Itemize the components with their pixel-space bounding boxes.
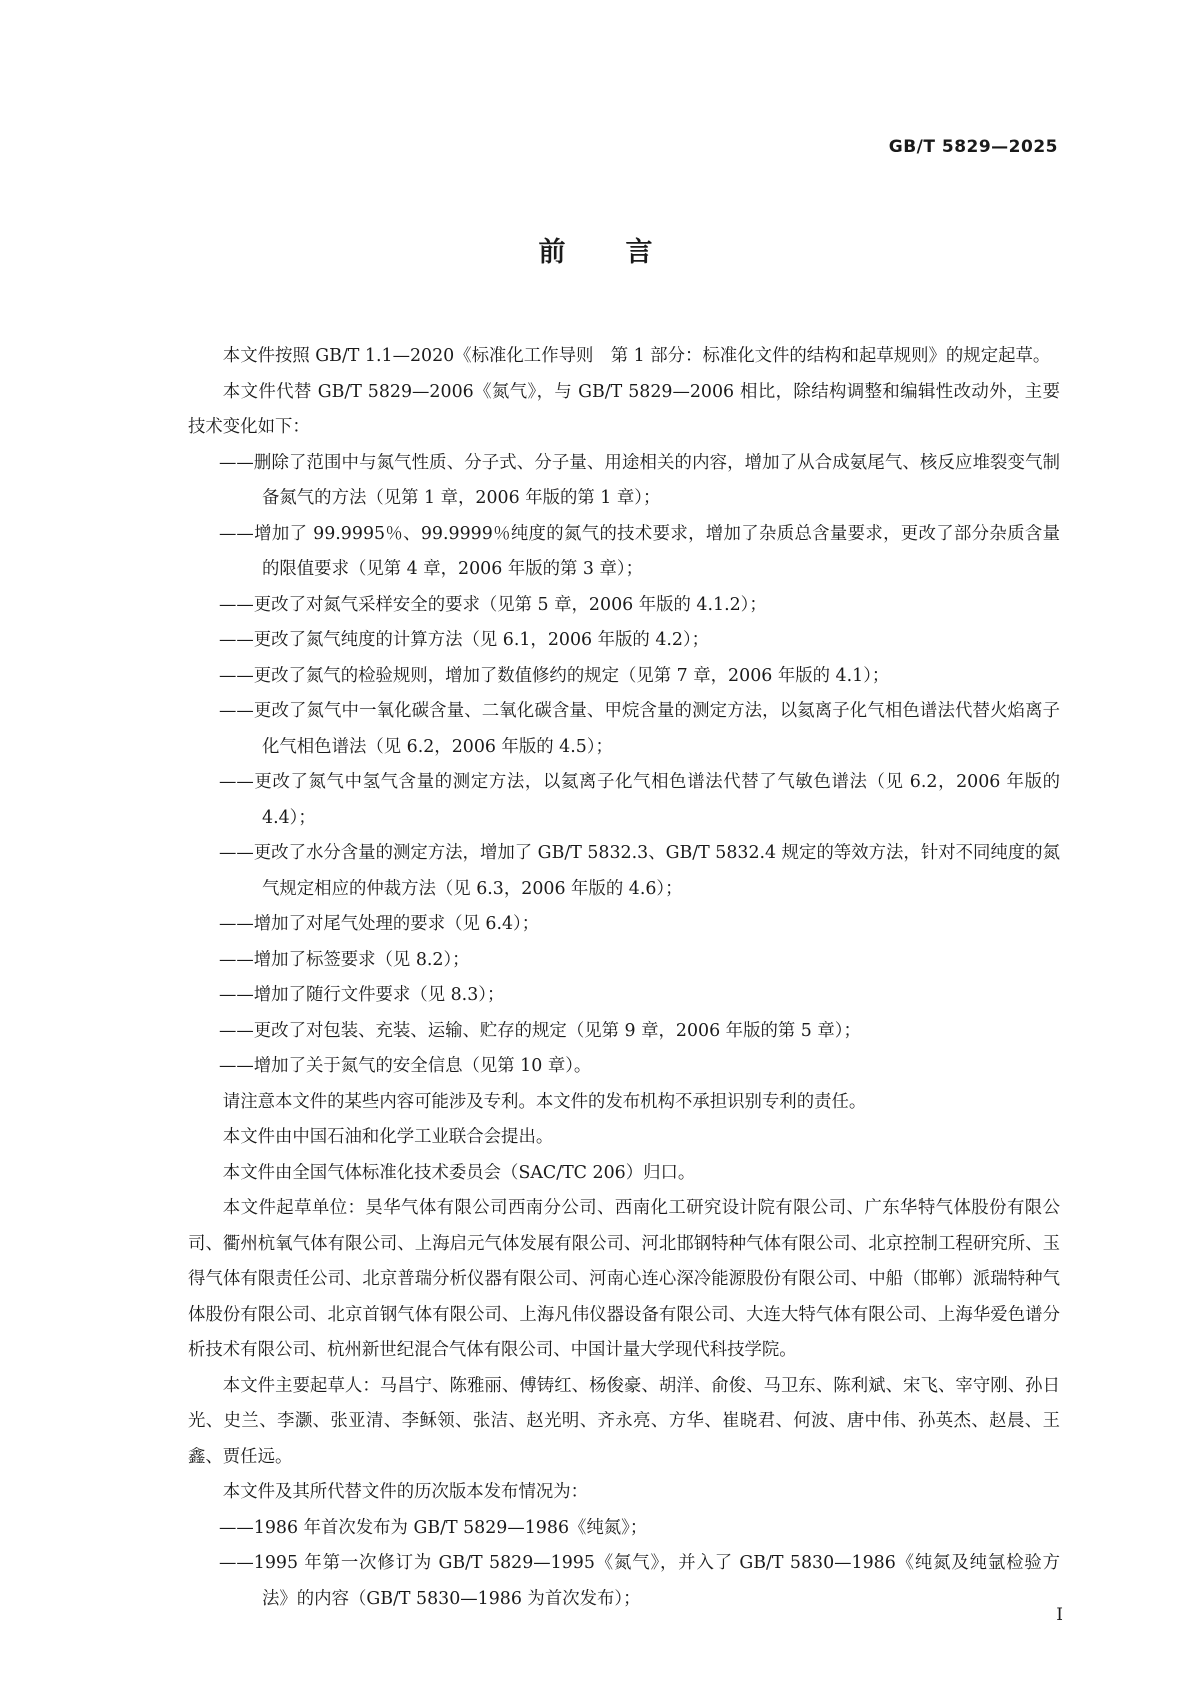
list-item: ——增加了关于氮气的安全信息（见第 10 章）。 [219, 1056, 592, 1076]
paragraph-drafting-basis: 本文件按照 GB/T 1.1—2020《标准化工作导则 第 1 部分：标准化文件的结构和起草规则》的规定起草。 [222, 346, 1051, 366]
list-item: ——更改了氮气的检验规则，增加了数值修约的规定（见第 7 章，2006 年版的 4.1）； [219, 665, 890, 686]
history-item: ——1995 年第一次修订为 GB/T 5829—1995《氮气》，并入了 GB/T 5830—1986《纯氮及纯氩检验方法》的内容（GB/T 5830—1986 为首次发布）； [219, 1553, 1060, 1609]
list-item: ——更改了氮气中氢气含量的测定方法，以氦离子化气相色谱法代替了气敏色谱法（见 6.2，2006 年版的 4.4）； [219, 772, 1060, 828]
history-item: ——1986 年首次发布为 GB/T 5829—1986《纯氮》； [219, 1517, 648, 1538]
list-item: ——增加了标签要求（见 8.2）； [219, 949, 470, 970]
paragraph-replacement: 本文件代替 GB/T 5829—2006《氮气》，与 GB/T 5829—2006 相比，除结构调整和编辑性改动外，主要技术变化如下： [188, 381, 1060, 437]
paragraph-technical-committee: 本文件由全国气体标准化技术委员会（SAC/TC 206）归口。 [222, 1162, 696, 1183]
list-item: ——更改了氮气纯度的计算方法（见 6.1，2006 年版的 4.2）； [219, 630, 710, 650]
document-code: GB/T 5829—2025 [888, 137, 1058, 157]
paragraph-history-intro: 本文件及其所代替文件的历次版本发布情况为： [222, 1482, 589, 1502]
list-item: ——更改了对包装、充装、运输、贮存的规定（见第 9 章，2006 年版的第 5 章）； [219, 1020, 861, 1041]
paragraph-patent-notice: 请注意本文件的某些内容可能涉及专利。本文件的发布机构不承担识别专利的责任。 [222, 1091, 867, 1112]
list-item: ——更改了水分含量的测定方法，增加了 GB/T 5832.3、GB/T 5832.4 规定的等效方法，针对不同纯度的氮气规定相应的仲裁方法（见 6.3，2006 年版的 4.6）； [219, 843, 1060, 899]
page-number: I [1056, 1605, 1063, 1625]
paragraph-proposer: 本文件由中国石油和化学工业联合会提出。 [222, 1127, 554, 1147]
list-item: ——更改了氮气中一氧化碳含量、二氧化碳含量、甲烷含量的测定方法，以氦离子化气相色谱法代替火焰离子化气相色谱法（见 6.2，2006 年版的 4.5）； [219, 701, 1060, 757]
list-item: ——增加了对尾气处理的要求（见 6.4）； [219, 914, 540, 934]
page-title: 前言 [538, 237, 713, 268]
list-item: ——增加了 99.9995％、99.9999％纯度的氮气的技术要求，增加了杂质总含量要求，更改了部分杂质含量的限值要求（见第 4 章，2006 年版的第 3 章）； [219, 523, 1060, 579]
paragraph-drafters: 本文件主要起草人：马昌宁、陈雅丽、傅铸红、杨俊豪、胡洋、俞俊、马卫东、陈利斌、宋飞、宰守刚、孙日光、史兰、李灏、张亚清、李稣领、张洁、赵光明、齐永亮、方华、崔晓君、何波、唐中伟、孙英杰、赵晨、王鑫、贾任远。 [188, 1375, 1060, 1467]
list-item: ——增加了随行文件要求（见 8.3）； [219, 985, 505, 1005]
list-item: ——删除了范围中与氮气性质、分子式、分子量、用途相关的内容，增加了从合成氨尾气、核反应堆裂变气制备氮气的方法（见第 1 章，2006 年版的第 1 章）； [219, 452, 1060, 508]
document-body [188, 339, 1060, 1617]
paragraph-drafting-units: 本文件起草单位：昊华气体有限公司西南分公司、西南化工研究设计院有限公司、广东华特气体股份有限公司、衢州杭氧气体有限公司、上海启元气体发展有限公司、河北邯钢特种气体有限公司、北京控制工程研究所、玉得气体有限责任公司、北京普瑞分析仪器有限公司、河南心连心深冷能源股份有限公司、中船（邯郸）派瑞特种气体股份有限公司、北京首钢气体有限公司、上海凡伟仪器设备有限公司、大连大特气体有限公司、上海华爱色谱分析技术有限公司、杭州新世纪混合气体有限公司、中国计量大学现代科技学院。 [188, 1198, 1060, 1360]
list-item: ——更改了对氮气采样安全的要求（见第 5 章，2006 年版的 4.1.2）； [219, 594, 767, 615]
